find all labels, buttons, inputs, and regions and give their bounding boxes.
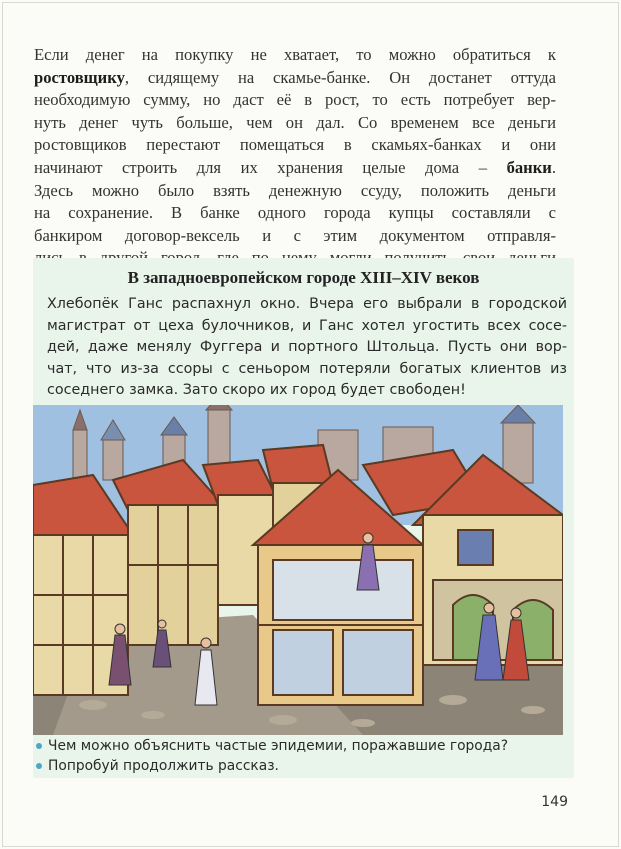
question-item: [36, 736, 566, 756]
medieval-town-illustration: [33, 405, 563, 735]
questions-list: [36, 736, 566, 776]
text-line: [34, 67, 556, 90]
text-line: Здесь можно было взять денежную ссуду, положить деньги: [34, 180, 556, 200]
text-line: Если денег на покупку не хватает, то можно обратиться к: [34, 45, 556, 64]
text-line: банкиром договор-вексель и с этим документом отправля-: [34, 225, 556, 245]
text-line: на сохранение. В банке одного города купцы составляли с: [34, 203, 556, 223]
text-line: ростовщиков перестают помещаться в скамьях-банках и они: [34, 135, 556, 155]
term-banki: банки: [506, 157, 552, 177]
question-text: Чем можно объяснить частые эпидемии, поражавшие города?: [48, 738, 509, 754]
story-line: Хлебопёк Ганс распахнул окно. Вчера его выбрали в городской: [47, 296, 567, 312]
question-item: [36, 756, 566, 776]
bullet-icon: [36, 743, 42, 749]
box-title: В западноевропейском городе XIII–XIV веков: [127, 268, 480, 287]
text-fragment: начинают строить для их хранения целые дома –: [34, 157, 507, 177]
story-text: [47, 294, 567, 402]
story-line: чат, что из-за ссоры с сеньором потеряли богатых клиентов из: [47, 360, 567, 377]
page-number: 149: [541, 794, 568, 810]
body-paragraph: [34, 44, 556, 270]
story-line: магистрат от цеха булочников, и Ганс хотел угостить всех сосе-: [47, 317, 567, 334]
term-rostovshchik: ростовщику: [34, 67, 125, 87]
text-fragment: , сидящему на скамье-банке. Он достанет оттуда: [124, 67, 556, 87]
story-line: дей, даже менялу Фуггера и портного Штольца. Пусть они вор-: [47, 339, 567, 356]
bullet-icon: [36, 763, 42, 769]
story-line: соседнего замка. Зато скоро их город будет свободен!: [47, 382, 466, 399]
text-fragment: .: [551, 157, 556, 177]
text-line: нуть денег чуть больше, чем он дал. Со временем все деньги: [34, 112, 556, 132]
text-line: [34, 157, 556, 180]
question-text: Попробуй продолжить рассказ.: [48, 758, 279, 774]
sidebar-box: [33, 258, 574, 778]
text-line: необходимую сумму, но даст её в рост, то есть потребует вер-: [34, 90, 556, 110]
